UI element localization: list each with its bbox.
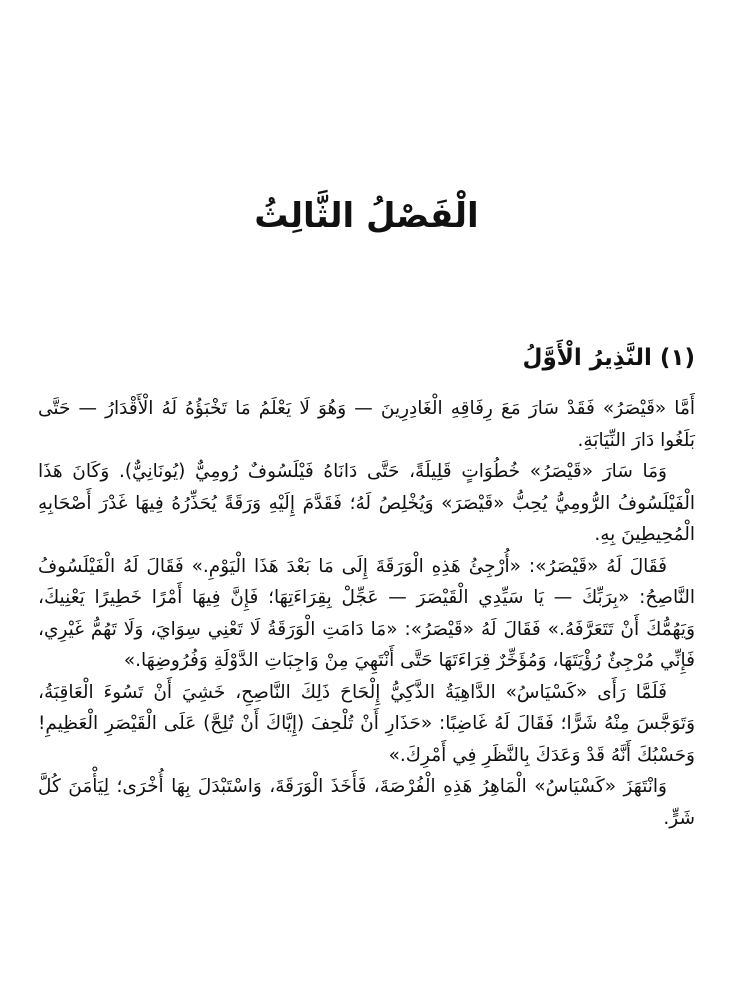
paragraph: أَمَّا «قَيْصَرُ» فَقَدْ سَارَ مَعَ رِفَاقِهِ الْغَادِرِينَ — وَهُوَ لَا يَعْلَمُ مَا تَخْبَؤُهُ لَهُ الْأَقْدَارُ — حَتَّى بَلَغُوا دَارَ النِّيَابَةِ. xyxy=(38,398,695,451)
section-heading: (١) النَّذِيرُ الْأَوَّلُ xyxy=(522,345,695,371)
paragraph: وَانْتَهَزَ «كَسْيَاسُ» الْمَاهِرُ هَذِهِ الْفُرْصَةَ، فَأَخَذَ الْوَرَقَةَ، وَاسْتَبْدَلَ بِهَا أُخْرَى؛ لِيَأْمَنَ كُلَّ شَرٍّ. xyxy=(38,776,695,829)
paragraph: فَلَمَّا رَأَى «كَسْيَاسُ» الدَّاهِيَةُ الذَّكِيُّ إِلْحَاحَ ذَلِكَ النَّاصِحِ، خَشِيَ أَنْ تَسُوءَ الْعَاقِبَةُ، وَتَوَجَّسَ مِنْهُ شَرًّا؛ فَقَالَ لَهُ غَاضِبًا: «حَذَارِ أَنْ تُلْحِفَ (إِيَّاكَ أَنْ تُلِحَّ) عَلَى الْقَيْصَرِ الْعَظِيمِ! وَحَسْبُكَ أَنَّهُ قَدْ وَعَدَكَ بِالنَّظَرِ فِي أَمْرِكَ.» xyxy=(38,681,695,766)
body-text xyxy=(38,393,695,834)
paragraph: وَمَا سَارَ «قَيْصَرُ» خُطُوَاتٍ قَلِيلَةً، حَتَّى دَانَاهُ فَيْلَسُوفٌ رُومِيٌّ (يُونَانِيٌّ). وَكَانَ هَذَا الْفَيْلَسُوفُ الرُّومِيُّ يُحِبُّ «قَيْصَرَ» وَيُخْلِصُ لَهُ؛ فَقَدَّمَ إِلَيْهِ وَرَقَةً يُحَذِّرُهُ فِيهَا غَدْرَ أَصْحَابِهِ الْمُحِيطِينَ بِهِ. xyxy=(38,461,695,545)
chapter-title: الْفَصْلُ الثَّالِثُ xyxy=(254,196,479,236)
paragraph: فَقَالَ لَهُ «قَيْصَرُ»: «أُرْجِئُ هَذِهِ الْوَرَقَةَ إِلَى مَا بَعْدَ هَذَا الْيَوْمِ.» فَقَالَ لَهُ الْفَيْلَسُوفُ النَّاصِحُ: «بِرَبِّكَ — يَا سَيِّدِي الْقَيْصَرَ — عَجِّلْ بِقِرَاءَتِهَا؛ فَإِنَّ فِيهَا أَمْرًا خَطِيرًا يَعْنِيكَ، وَيَهُمُّكَ أَنْ تَتَعَرَّفَهُ.» فَقَالَ لَهُ «قَيْصَرُ»: «مَا دَامَتِ الْوَرَقَةُ لَا تَعْنِي سِوَايَ، وَلَا تَهُمُّ غَيْرِي، فَإِنِّي مُرْجِئٌ رُؤْيَتَهَا، وَمُؤَخِّرٌ قِرَاءَتَهَا حَتَّى أَنْتَهِيَ مِنْ وَاجِبَاتِ الدَّوْلَةِ وَفُرُوضِهَا.» xyxy=(38,555,695,671)
